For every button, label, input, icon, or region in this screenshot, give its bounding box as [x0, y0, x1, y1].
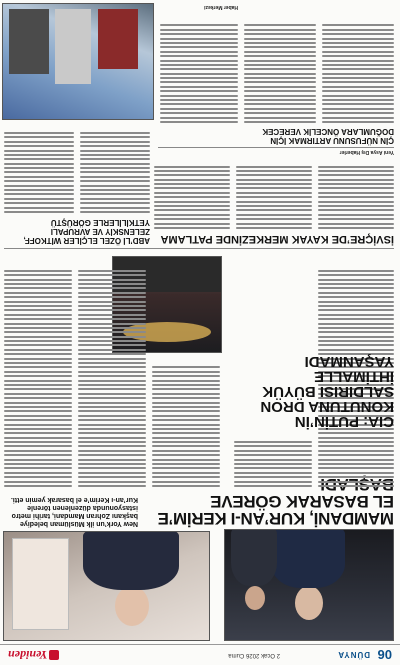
column-text	[160, 13, 238, 123]
divider	[158, 147, 394, 148]
column-text	[4, 252, 72, 487]
column-text	[244, 13, 316, 123]
column-text	[236, 159, 312, 229]
headline-china: ÇİN NÜFUSUNU ARTIRMAK İÇİN DOĞUMLARA ÖNCELİK VERECEK	[262, 127, 394, 145]
column-text	[152, 357, 220, 487]
column-text	[318, 159, 394, 229]
column-text	[234, 435, 312, 487]
headline-witkoff: ABD’Lİ ÖZEL ELÇİLER WİTKOFF, ZELENSKİY VE AVRUPALI YETKİLİLERLE GÖRÜŞTÜ	[23, 218, 150, 245]
column-text	[80, 125, 150, 213]
brand-logo	[8, 647, 59, 662]
photo-putin	[3, 531, 210, 641]
page-header	[0, 644, 400, 665]
byline-switzerland: Yeni Asya Dış Haberler	[339, 149, 394, 155]
brand-name: Yeniden	[8, 648, 48, 662]
section-title: DÜNYA	[337, 650, 370, 659]
headline-mamdani: MAMDANİ, KUR’AN-I KERİM’E EL BASARAK GÖREVE	[157, 492, 394, 528]
headline-switzerland: İSVİÇRE’DE KAYAK MERKEZİNDE PATLAMA	[160, 233, 394, 245]
logo-icon	[49, 650, 59, 660]
issue-date: 2 Ocak 2026 Cuma	[228, 652, 280, 658]
column-text	[78, 252, 146, 487]
column-text	[322, 13, 394, 123]
photo-mamdani	[224, 529, 394, 641]
column-text	[4, 125, 74, 213]
divider	[4, 248, 394, 249]
photo-china	[2, 3, 154, 120]
column-text	[154, 159, 230, 229]
deck-mamdani: New York’un ilk Müslüman belediye başkanı Zohran Mamdani, tarihi metro istasyonunda düzenlenen törenle Kur’an-ı Kerim’e el basarak yemin etti.	[10, 496, 138, 527]
byline-china: Haber Merkezi	[204, 4, 238, 10]
page-number: 06	[377, 647, 392, 662]
headline-putin: CIA: PUTİN’İN KONUTUNA DRON SALDIRISI BÜYÜK İHTİMALLE YAŞANMADI	[260, 353, 394, 430]
